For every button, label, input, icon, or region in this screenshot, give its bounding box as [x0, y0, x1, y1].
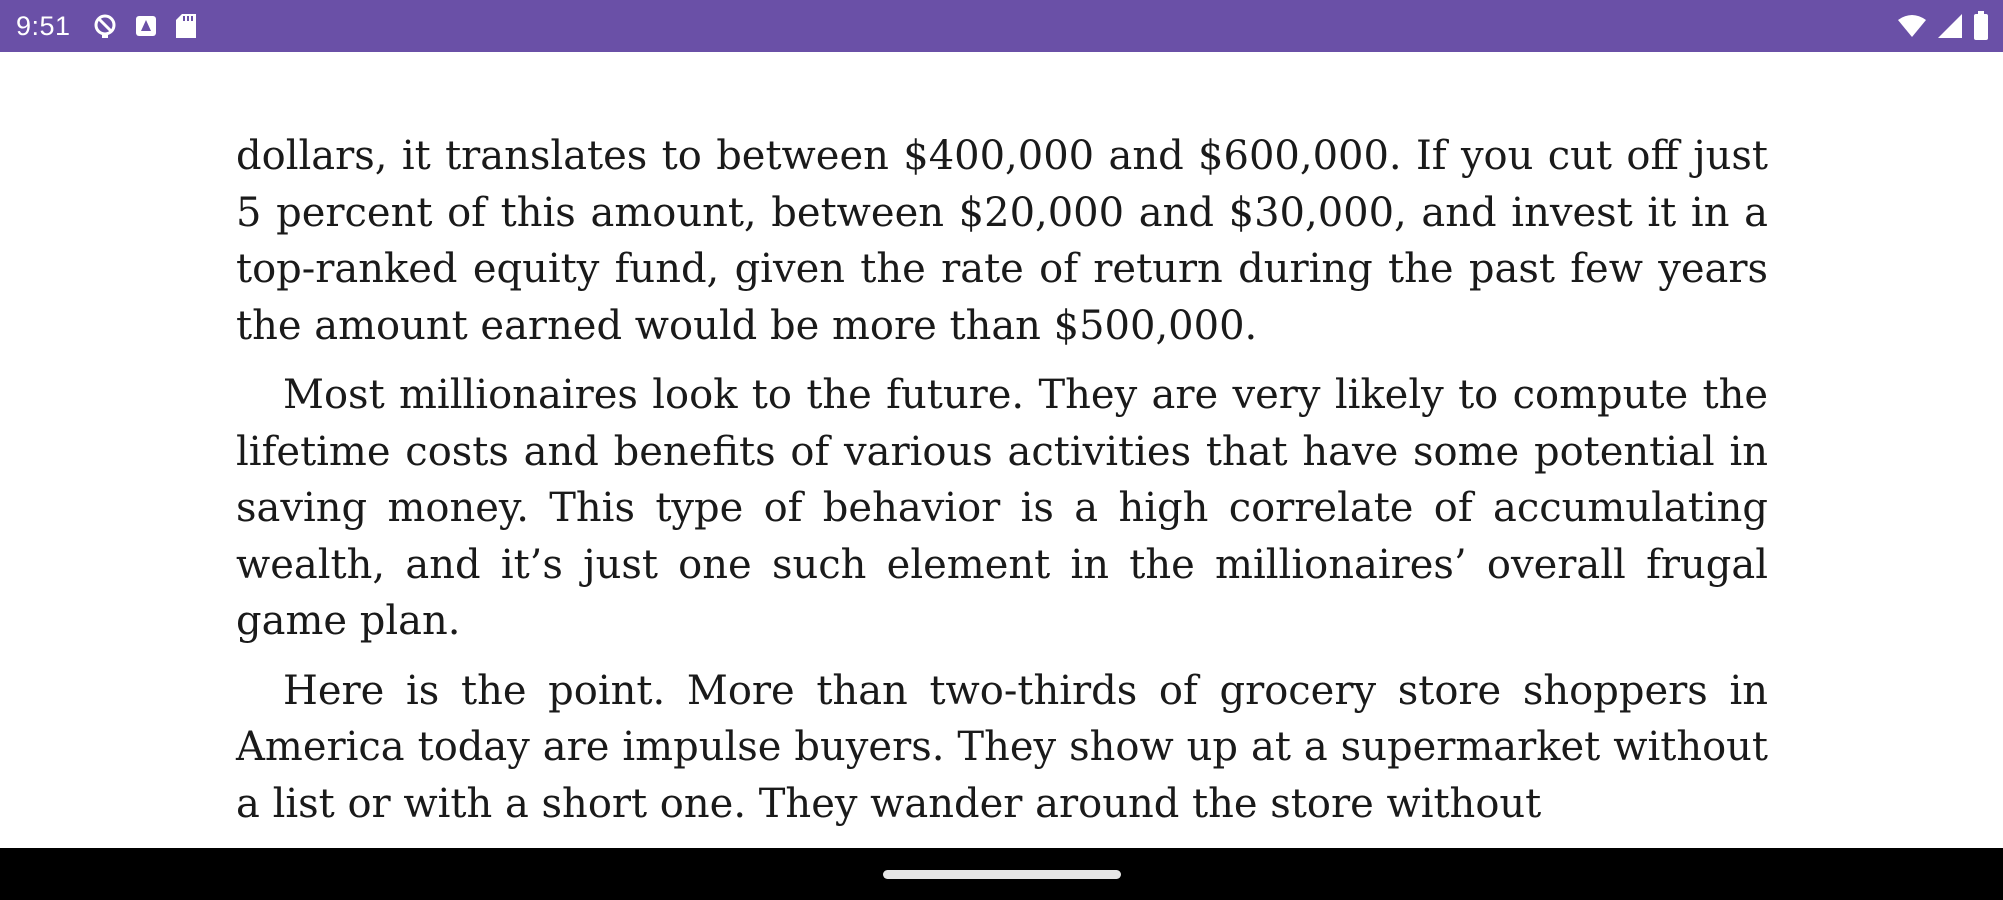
- status-bar-left: [16, 0, 197, 52]
- paragraph: Here is the point. More than two-thirds of grocery store shoppers in America today are impulse buyers. They show up at a supermarket without a list or with a short one. They wander around the store without: [236, 667, 1768, 827]
- do-not-disturb-icon: [93, 12, 117, 40]
- page-text: [236, 128, 1768, 845]
- status-clock: 9:51: [16, 10, 71, 41]
- paragraph-continued: dollars, it translates to between $400,000 and $600,000. If you cut off just 5 percent of this amount, between $20,000 and $30,000, and invest it in a top-ranked equity fund, given the rate of return during the past few years the amount earned would be more than $500,000.: [236, 133, 1768, 349]
- cellular-signal-icon: [1937, 13, 1963, 39]
- navigation-bar: [0, 848, 2003, 900]
- paragraph: Most millionaires look to the future. They are very likely to compute the lifetime costs and benefits of various activities that have some potential in saving money. This type of behavior is a high correlate of accumulating wealth, and it’s just one such element in the millionaires’ overall frugal game plan.: [236, 372, 1768, 644]
- home-gesture-handle[interactable]: [883, 870, 1121, 879]
- battery-icon: [1973, 11, 1989, 41]
- app-notification-icon: [135, 15, 157, 37]
- status-bar-right: [1897, 0, 1989, 52]
- wifi-icon: [1897, 14, 1927, 38]
- status-bar: [0, 0, 2003, 52]
- book-reader-content[interactable]: [0, 52, 2003, 848]
- sd-card-icon: [175, 13, 197, 39]
